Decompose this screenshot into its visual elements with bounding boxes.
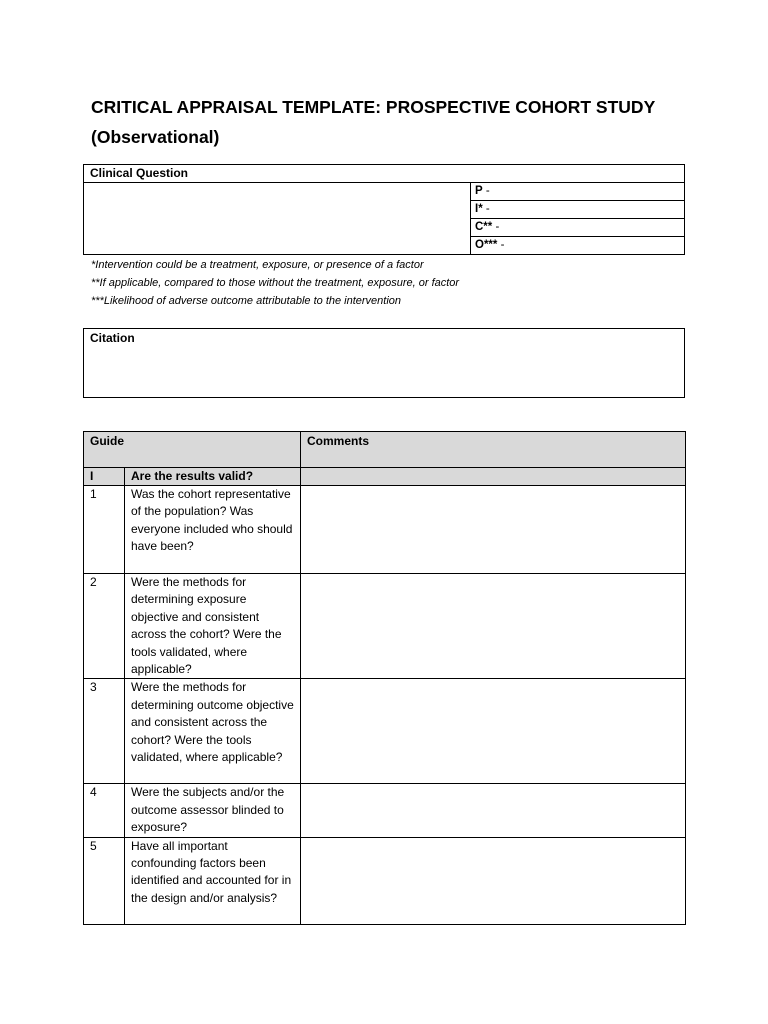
comments-header: Comments <box>301 432 686 468</box>
comment-cell[interactable] <box>301 837 686 924</box>
question-number: 4 <box>84 784 125 837</box>
question-number: 1 <box>84 486 125 574</box>
pico-label: C** <box>475 221 493 233</box>
table-row <box>84 574 686 679</box>
section-number: I <box>84 468 125 486</box>
comment-cell[interactable] <box>301 574 686 679</box>
pico-dash: - <box>492 221 500 233</box>
pico-list <box>471 183 684 254</box>
footnote-comparison: **If applicable, compared to those without the treatment, exposure, or factor <box>91 277 460 289</box>
document-title-line2: (Observational) <box>91 127 220 147</box>
comment-cell[interactable] <box>301 486 686 574</box>
pico-row-i[interactable] <box>471 201 684 219</box>
pico-row-p[interactable] <box>471 183 684 201</box>
question-number: 2 <box>84 574 125 679</box>
footnote-intervention: *Intervention could be a treatment, exposure, or presence of a factor <box>91 259 424 271</box>
citation-label: Citation <box>90 331 135 345</box>
table-row <box>84 486 686 574</box>
question-number: 3 <box>84 679 125 784</box>
pico-dash: - <box>482 203 490 215</box>
question-text: Were the subjects and/or the outcome assessor blinded to exposure? <box>125 784 301 837</box>
clinical-question-table <box>83 164 685 255</box>
pico-dash: - <box>482 185 490 197</box>
citation-box[interactable] <box>83 328 685 398</box>
pico-label: I* <box>475 203 483 215</box>
section-comment-cell <box>301 468 686 486</box>
section-title: Are the results valid? <box>125 468 301 486</box>
pico-label: P <box>475 185 483 197</box>
pico-label: O*** <box>475 239 498 251</box>
section-row <box>84 468 686 486</box>
guide-header: Guide <box>84 432 301 468</box>
guide-header-row <box>84 432 686 468</box>
document-title <box>91 92 711 152</box>
question-text: Have all important confounding factors been identified and accounted for in the design and/or analysis? <box>125 837 301 924</box>
table-row <box>84 784 686 837</box>
pico-row-o[interactable] <box>471 237 684 255</box>
clinical-question-header: Clinical Question <box>84 165 684 183</box>
comment-cell[interactable] <box>301 784 686 837</box>
question-text: Were the methods for determining outcome objective and consistent across the cohort? Were the tools validated, where applicable? <box>125 679 301 784</box>
clinical-question-field[interactable] <box>84 183 471 254</box>
question-text: Was the cohort representative of the population? Was everyone included who should have been? <box>125 486 301 574</box>
document-title-line1: CRITICAL APPRAISAL TEMPLATE: PROSPECTIVE COHORT STUDY <box>91 97 656 117</box>
table-row <box>84 679 686 784</box>
footnotes <box>91 256 459 310</box>
question-number: 5 <box>84 837 125 924</box>
comment-cell[interactable] <box>301 679 686 784</box>
pico-dash: - <box>497 239 505 251</box>
question-text: Were the methods for determining exposure objective and consistent across the cohort? Were the tools validated, where applicable? <box>125 574 301 679</box>
footnote-outcome: ***Likelihood of adverse outcome attributable to the intervention <box>91 295 402 307</box>
pico-row-c[interactable] <box>471 219 684 237</box>
guide-table <box>83 431 686 925</box>
table-row <box>84 837 686 924</box>
